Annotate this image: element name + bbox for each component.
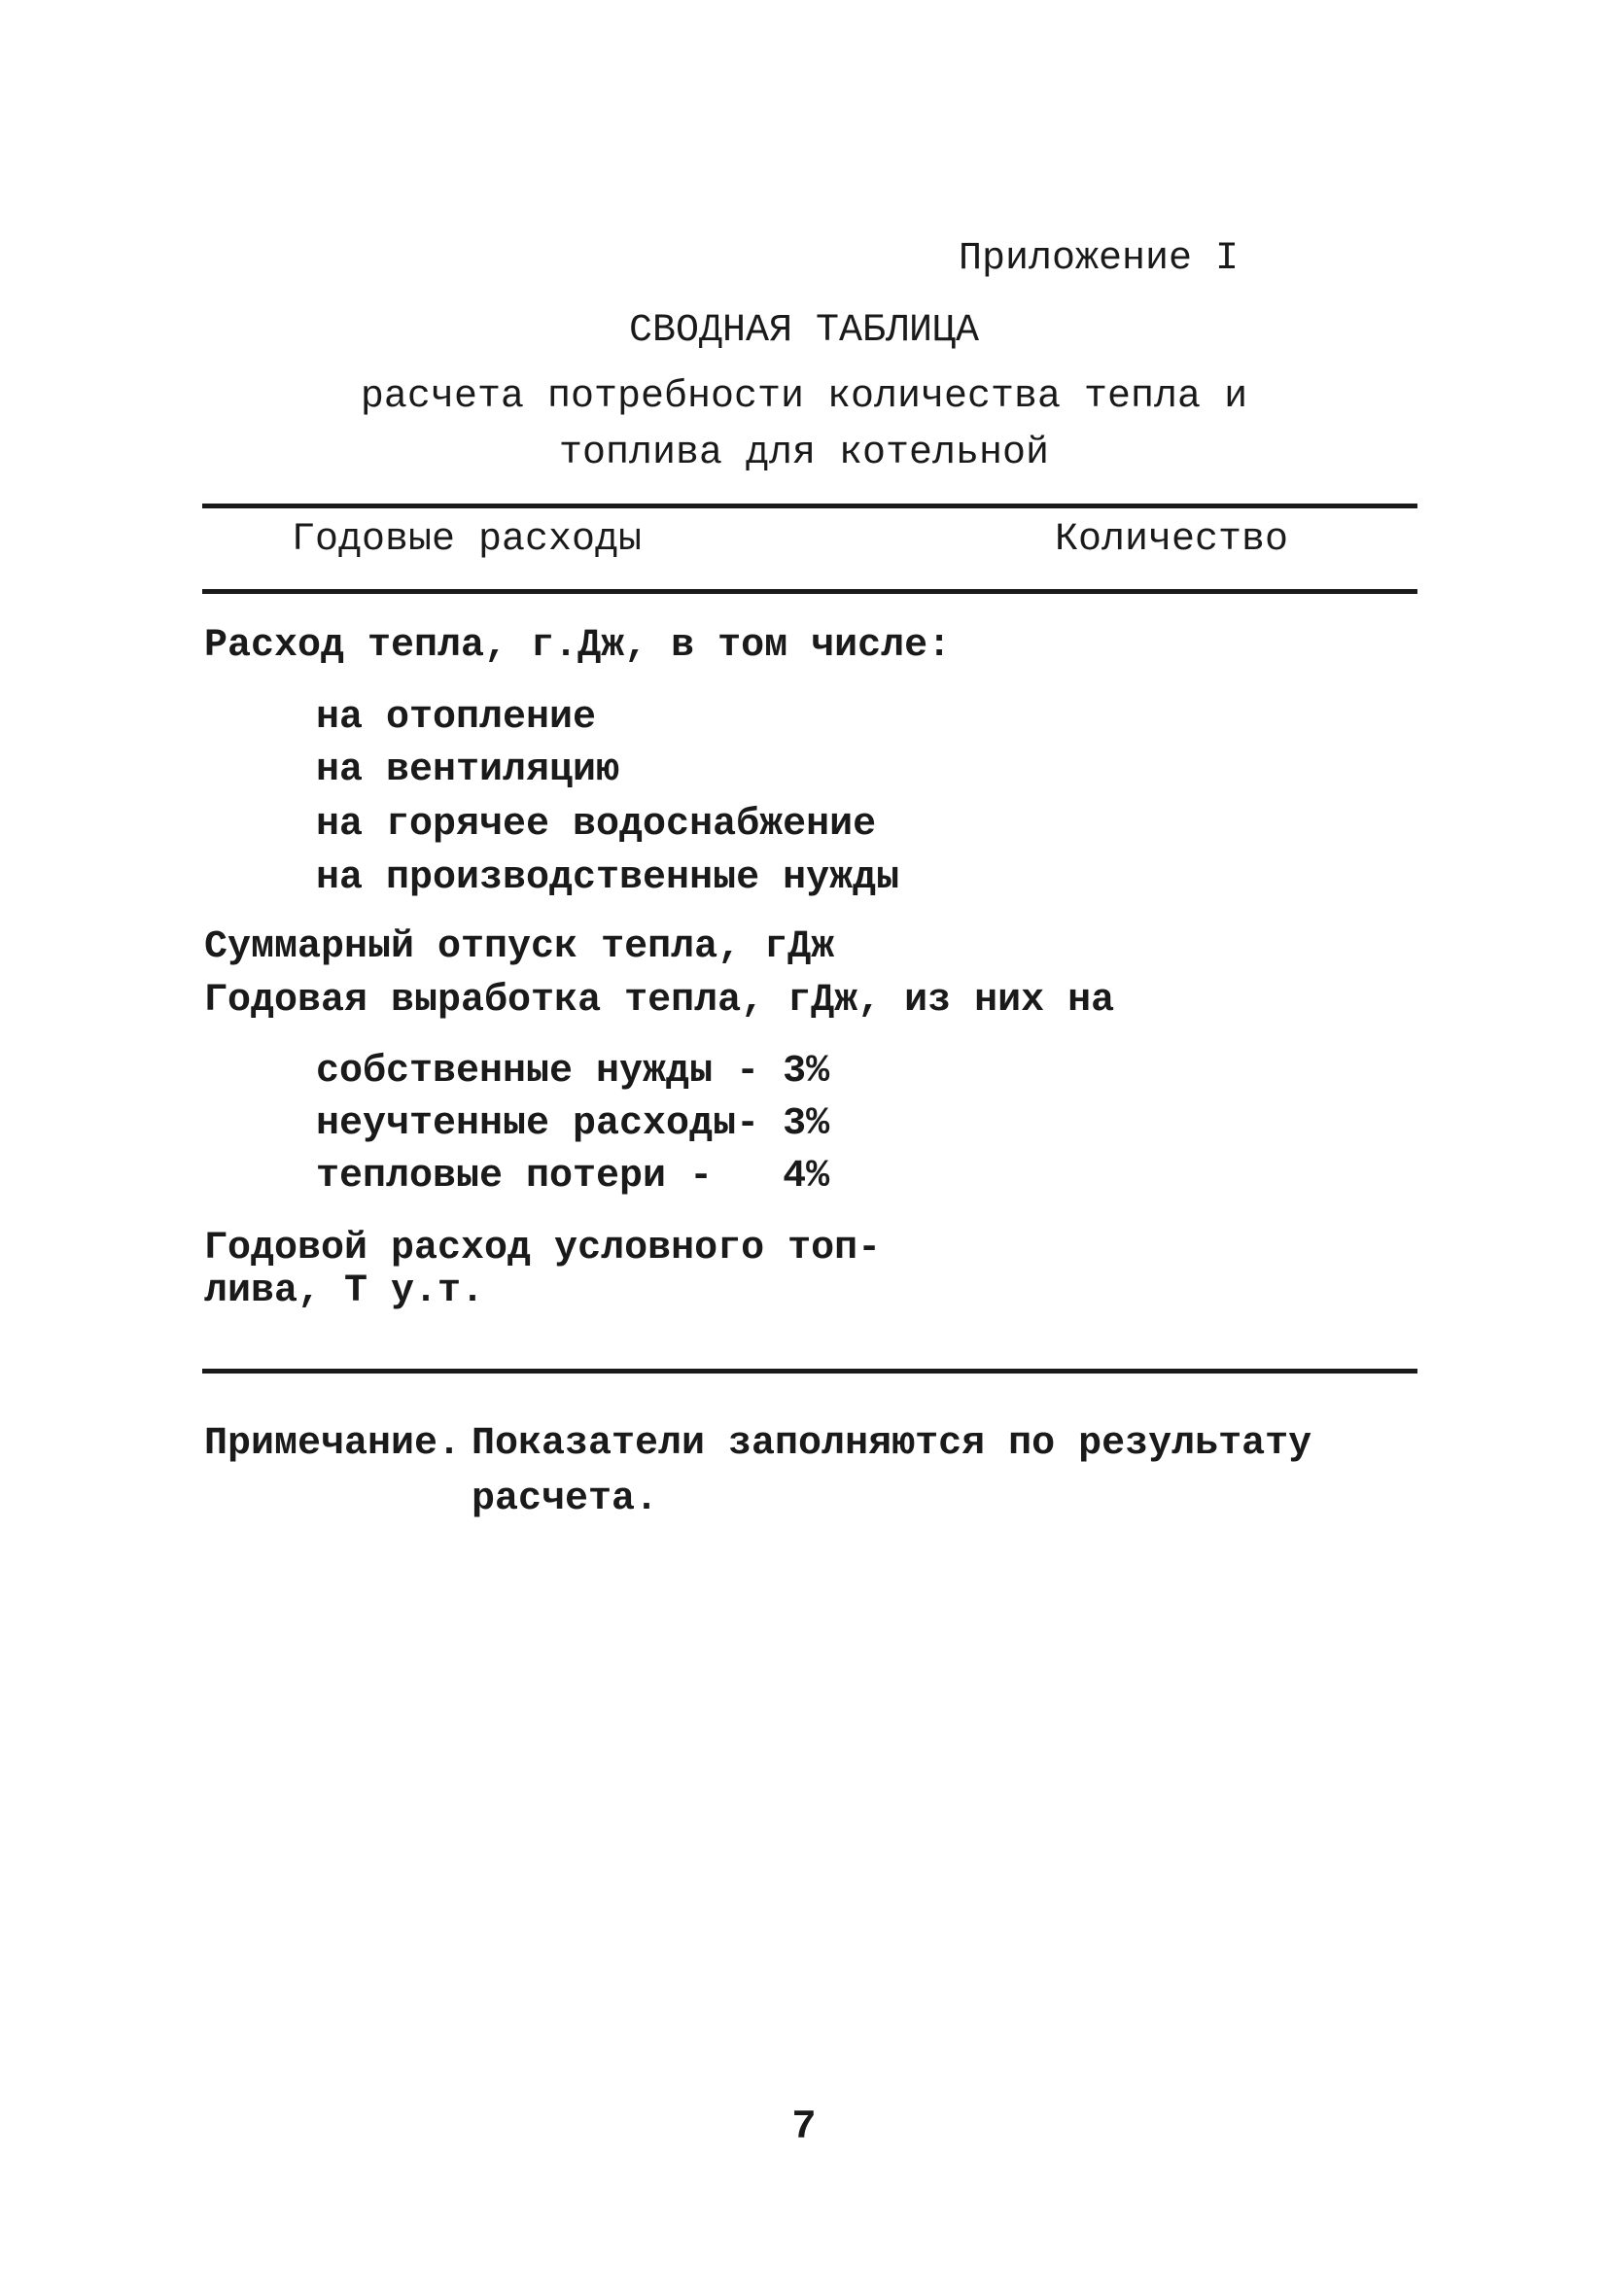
table-header-rule — [202, 589, 1417, 594]
table-row: Годовая выработка тепла, гДж, из них на — [204, 979, 1115, 1023]
table-row: Расход тепла, г.Дж, в том числе: — [204, 624, 952, 668]
table-row: Годовой расход условного топ- — [204, 1227, 882, 1270]
table-row: собственные нужды - 3% — [316, 1050, 830, 1094]
table-row: неучтенные расходы- 3% — [316, 1102, 830, 1146]
appendix-label: Приложение I — [958, 237, 1239, 281]
table-row: на производственные нужды — [316, 856, 900, 900]
subtitle-line-2: топлива для котельной — [558, 432, 1050, 475]
document-title: СВОДНАЯ ТАБЛИЦА — [628, 309, 980, 353]
table-row: тепловые потери - 4% — [316, 1155, 830, 1199]
table-bottom-rule — [202, 1369, 1417, 1374]
table-row: на отопление — [316, 696, 597, 740]
subtitle-line-1: расчета потребности количества тепла и — [360, 375, 1248, 419]
table-top-rule — [202, 504, 1417, 508]
page-number: 7 — [791, 2104, 817, 2150]
table-row: лива, Т у.т. — [204, 1270, 485, 1313]
table-header-annual-expenses: Годовые расходы — [292, 518, 643, 562]
table-header-quantity: Количество — [1055, 518, 1289, 562]
note-text-line-2: расчета. — [472, 1478, 659, 1521]
table-row: на вентиляцию — [316, 748, 620, 792]
note-label: Примечание. — [204, 1422, 462, 1466]
note-text-line-1: Показатели заполняются по результату — [472, 1422, 1312, 1466]
table-row: на горячее водоснабжение — [316, 803, 877, 847]
table-row: Суммарный отпуск тепла, гДж — [204, 925, 835, 969]
